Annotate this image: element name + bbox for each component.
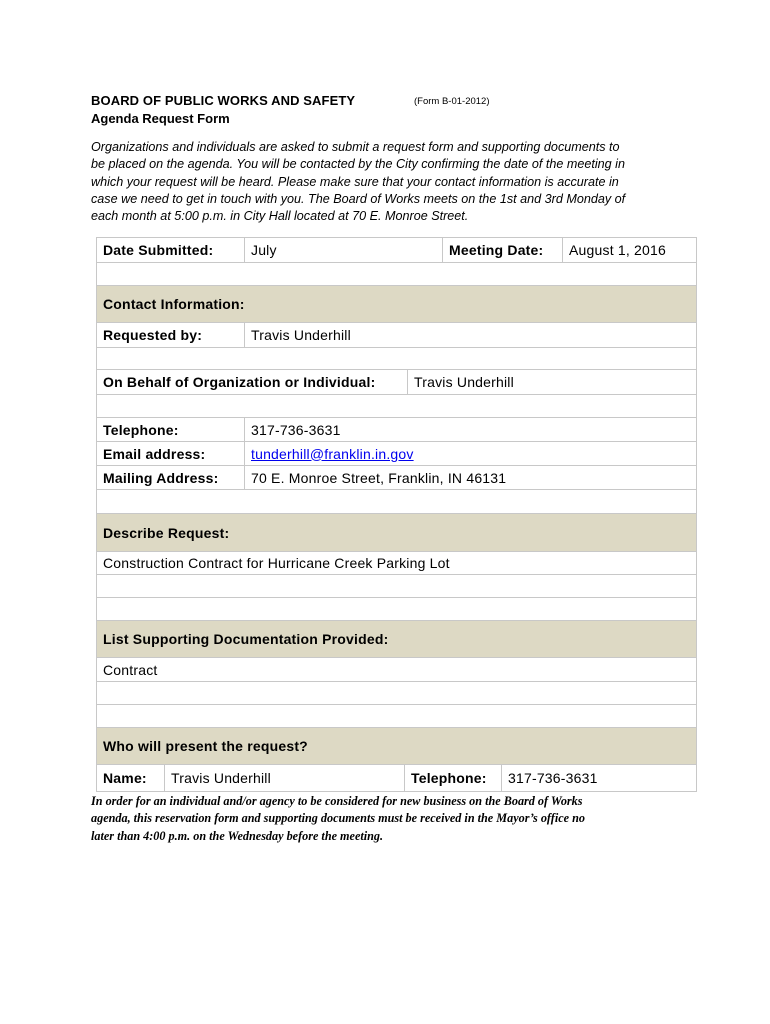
presenter-phone-field[interactable]: 317-736-3631 [508,770,598,786]
blank-row[interactable] [97,575,696,598]
footer-line: agenda, this reservation form and supporting documents must be received in the Mayor’s office no [91,811,585,826]
spacer-row [97,395,696,418]
presenter-section-header [97,728,696,765]
docs-field[interactable]: Contract [103,661,158,678]
requested-by-row [97,323,696,348]
email-link[interactable]: tunderhill@franklin.in.gov [251,445,414,462]
telephone-label: Telephone: [97,418,245,441]
on-behalf-label: On Behalf of Organization or Individual: [97,370,408,394]
intro-line: which your request will be heard. Please make sure that your contact information is accurate in [91,174,619,189]
blank-row[interactable] [97,682,696,705]
spacer-row [97,490,696,514]
form-subtitle: Agenda Request Form [91,111,230,126]
describe-section-title: Describe Request: [103,524,230,541]
describe-field[interactable]: Construction Contract for Hurricane Creek Parking Lot [103,555,450,571]
form-id: (Form B-01-2012) [414,96,490,107]
date-row [97,238,696,263]
email-cell [245,442,696,465]
blank-row[interactable] [97,598,696,621]
mailing-field[interactable]: 70 E. Monroe Street, Franklin, IN 46131 [251,469,507,486]
blank-row[interactable] [97,705,696,728]
footer-notice [91,793,691,845]
contact-section-header [97,286,696,323]
footer-line: later than 4:00 p.m. on the Wednesday before the meeting. [91,828,384,843]
presenter-name-label: Name: [97,765,165,791]
email-row [97,442,696,466]
describe-section-header [97,514,696,552]
intro-paragraph [91,139,691,225]
requested-by-label: Requested by: [97,323,245,347]
contact-section-title: Contact Information: [103,296,245,312]
intro-line: each month at 5:00 p.m. in City Hall located at 70 E. Monroe Street. [91,209,469,224]
docs-section-title: List Supporting Documentation Provided: [103,631,389,647]
intro-line: be placed on the agenda. You will be contacted by the City confirming the date of the meeting in [91,157,625,172]
spacer-row [97,348,696,370]
docs-section-header [97,621,696,658]
presenter-row [97,765,696,791]
requested-by-field[interactable]: Travis Underhill [251,327,351,343]
request-form-table [96,237,697,792]
on-behalf-row [97,370,696,395]
telephone-field[interactable]: 317-736-3631 [251,421,341,438]
mailing-label: Mailing Address: [97,466,245,489]
mailing-row [97,466,696,490]
meeting-date-field[interactable]: August 1, 2016 [569,242,666,258]
docs-row [97,658,696,682]
date-submitted-field[interactable]: July [245,238,443,262]
on-behalf-field[interactable]: Travis Underhill [414,374,514,390]
date-submitted-label: Date Submitted: [97,238,245,262]
intro-line: case we need to get in touch with you. The Board of Works meets on the 1st and 3rd Monday of [91,191,626,206]
intro-line: Organizations and individuals are asked to submit a request form and supporting documents to [91,140,620,154]
telephone-row [97,418,696,442]
board-title: BOARD OF PUBLIC WORKS AND SAFETY [91,93,356,108]
footer-line: In order for an individual and/or agency to be considered for new business on the Board of Works [91,794,583,808]
presenter-name-field[interactable]: Travis Underhill [165,765,405,791]
email-label: Email address: [97,442,245,465]
presenter-phone-label: Telephone: [405,765,502,791]
spacer-row [97,263,696,286]
describe-row [97,552,696,575]
meeting-date-label: Meeting Date: [443,238,563,262]
presenter-section-title: Who will present the request? [103,738,308,754]
